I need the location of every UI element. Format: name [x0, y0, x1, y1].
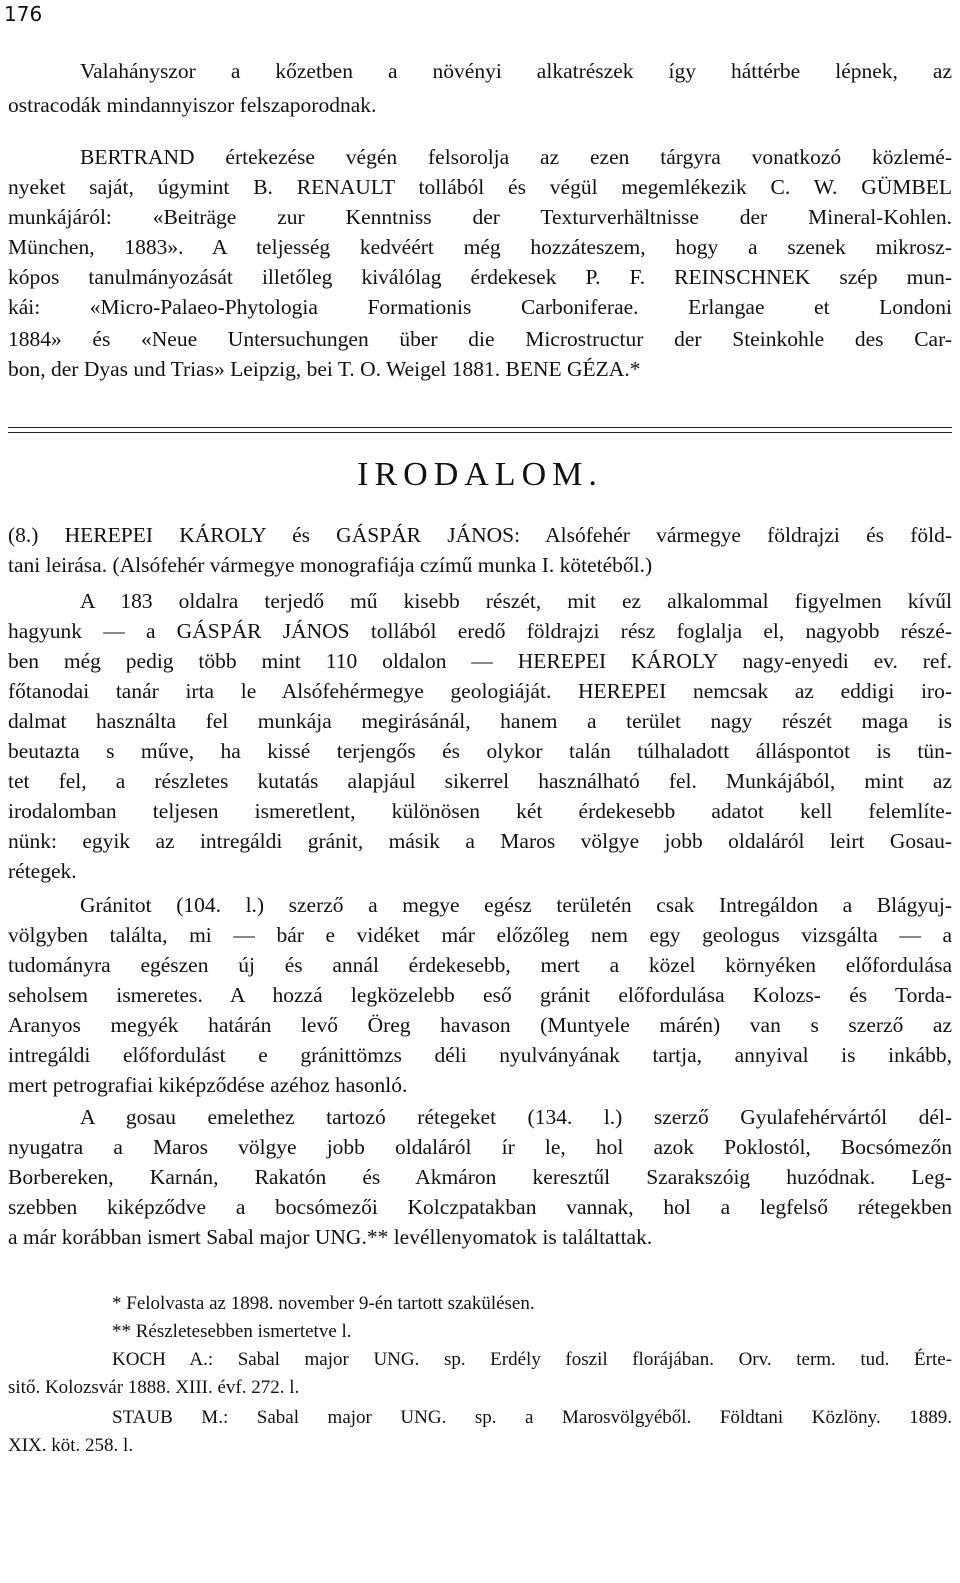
intro-line: munkájáról: «Beiträge zur Kenntniss der Texturverhältnisse der Mineral-Kohlen. — [8, 205, 952, 229]
intro-line: 1884» és «Neue Untersuchungen über die Microstructur der Steinkohle des Car- — [8, 327, 952, 351]
review-line: szebben kiképződve a bocsómezői Kolczpatakban vannak, hol a legfelső rétegekben — [8, 1195, 952, 1219]
review-line: tet fel, a részletes kutatás alapjául sikerrel használható fel. Munkájából, mint az — [8, 769, 952, 793]
intro-line: München, 1883». A teljesség kedvéért még hozzáteszem, hogy a szenek mikrosz- — [8, 235, 952, 259]
intro-line: kópos tanulmányozását illetőleg kiválólag érdekesek P. F. REINSCHNEK szép mun- — [8, 265, 952, 289]
intro-line: ostracodák mindannyiszor felszaporodnak. — [8, 93, 377, 117]
page-number: 176 — [4, 2, 43, 26]
intro-line: Valahányszor a kőzetben a növényi alkatrészek így háttérbe lépnek, az — [80, 59, 952, 83]
footnote-line: KOCH A.: Sabal major UNG. sp. Erdély foszil florájában. Orv. term. tud. Érte- — [112, 1349, 952, 1370]
review-line: irodalomban teljesen ismeretlent, különösen két érdekesebb adatot kell felemlíte- — [8, 799, 952, 823]
review-line: főtanodai tanár irta le Alsófehérmegye geologiáját. HEREPEI nemcsak az eddigi iro- — [8, 679, 952, 703]
intro-line: kái: «Micro-Palaeo-Phytologia Formationis Carboniferae. Erlangae et Londoni — [8, 295, 952, 319]
review-line: tani leirása. (Alsófehér vármegye monografiája czímű munka I. kötetéből.) — [8, 553, 653, 577]
review-line: intregáldi előfordulást e gránittömzs déli nyulványának tartja, annyival is inkább, — [8, 1043, 952, 1067]
review-line: (8.) HEREPEI KÁROLY és GÁSPÁR JÁNOS: Alsófehér vármegye földrajzi és föld- — [8, 523, 952, 547]
review-line: hagyunk — a GÁSPÁR JÁNOS tollából eredő földrajzi rész foglalja el, nagyobb részé- — [8, 619, 952, 643]
intro-line: nyeket saját, úgymint B. RENAULT tollából és végül megemlékezik C. W. GÜMBEL — [8, 175, 952, 199]
footnote-line: * Felolvasta az 1898. november 9-én tartott szakülésen. — [112, 1293, 535, 1314]
review-line: dalmat használta fel munkája megirásánál, hanem a terület nagy részét maga is — [8, 709, 952, 733]
divider-rule-thin — [8, 432, 952, 433]
section-heading: IRODALOM. — [357, 456, 603, 493]
footnote-line: STAUB M.: Sabal major UNG. sp. a Marosvölgyéből. Földtani Közlöny. 1889. — [112, 1407, 952, 1428]
review-line: beutazta s műve, ha kissé terjengős és olykor talán túlhaladott álláspontot is tün- — [8, 739, 952, 763]
divider-rule — [8, 427, 952, 428]
review-line: völgyben találta, mi — bár e vidéket már előzőleg nem egy geologus vizsgálta — a — [8, 923, 952, 947]
footnote-line: XIX. köt. 258. l. — [8, 1435, 134, 1456]
review-line: seholsem ismeretes. A hozzá legközelebb eső gránit előfordulása Kolozs- és Torda- — [8, 983, 952, 1007]
intro-line: BERTRAND értekezése végén felsorolja az ezen tárgyra vonatkozó közlemé- — [80, 145, 952, 169]
review-line: a már korábban ismert Sabal major UNG.** levéllenyomatok is találtattak. — [8, 1225, 653, 1249]
review-line: tudományra egészen új és annál érdekesebb, mert a közel környéken előfordulása — [8, 953, 952, 977]
footnote-line: sitő. Kolozsvár 1888. XIII. évf. 272. l. — [8, 1377, 300, 1398]
review-line: Borbereken, Karnán, Rakatón és Akmáron keresztűl Szarakszóig huzódnak. Leg- — [8, 1165, 952, 1189]
review-line: mert petrografiai kiképződése azéhoz hasonló. — [8, 1073, 408, 1097]
review-line: Aranyos megyék határán levő Öreg havason (Muntyele márén) van s szerző az — [8, 1013, 952, 1037]
review-line: ben még pedig több mint 110 oldalon — HEREPEI KÁROLY nagy-enyedi ev. ref. — [8, 649, 952, 673]
review-line: A gosau emelethez tartozó rétegeket (134. l.) szerző Gyulafehérvártól dél- — [80, 1105, 952, 1129]
review-line: nünk: egyik az intregáldi gránit, másik a Maros völgye jobb oldaláról leirt Gosau- — [8, 829, 952, 853]
review-line: rétegek. — [8, 859, 77, 883]
intro-line: bon, der Dyas und Trias» Leipzig, bei T. O. Weigel 1881. BENE GÉZA.* — [8, 357, 641, 381]
review-line: A 183 oldalra terjedő mű kisebb részét, mit ez alkalommal figyelmen kívűl — [80, 589, 952, 613]
review-line: nyugatra a Maros völgye jobb oldaláról ír le, hol azok Poklostól, Bocsómezőn — [8, 1135, 952, 1159]
review-line: Gránitot (104. l.) szerző a megye egész területén csak Intregáldon a Blágyuj- — [80, 893, 952, 917]
footnote-line: ** Részletesebben ismertetve l. — [112, 1321, 352, 1342]
